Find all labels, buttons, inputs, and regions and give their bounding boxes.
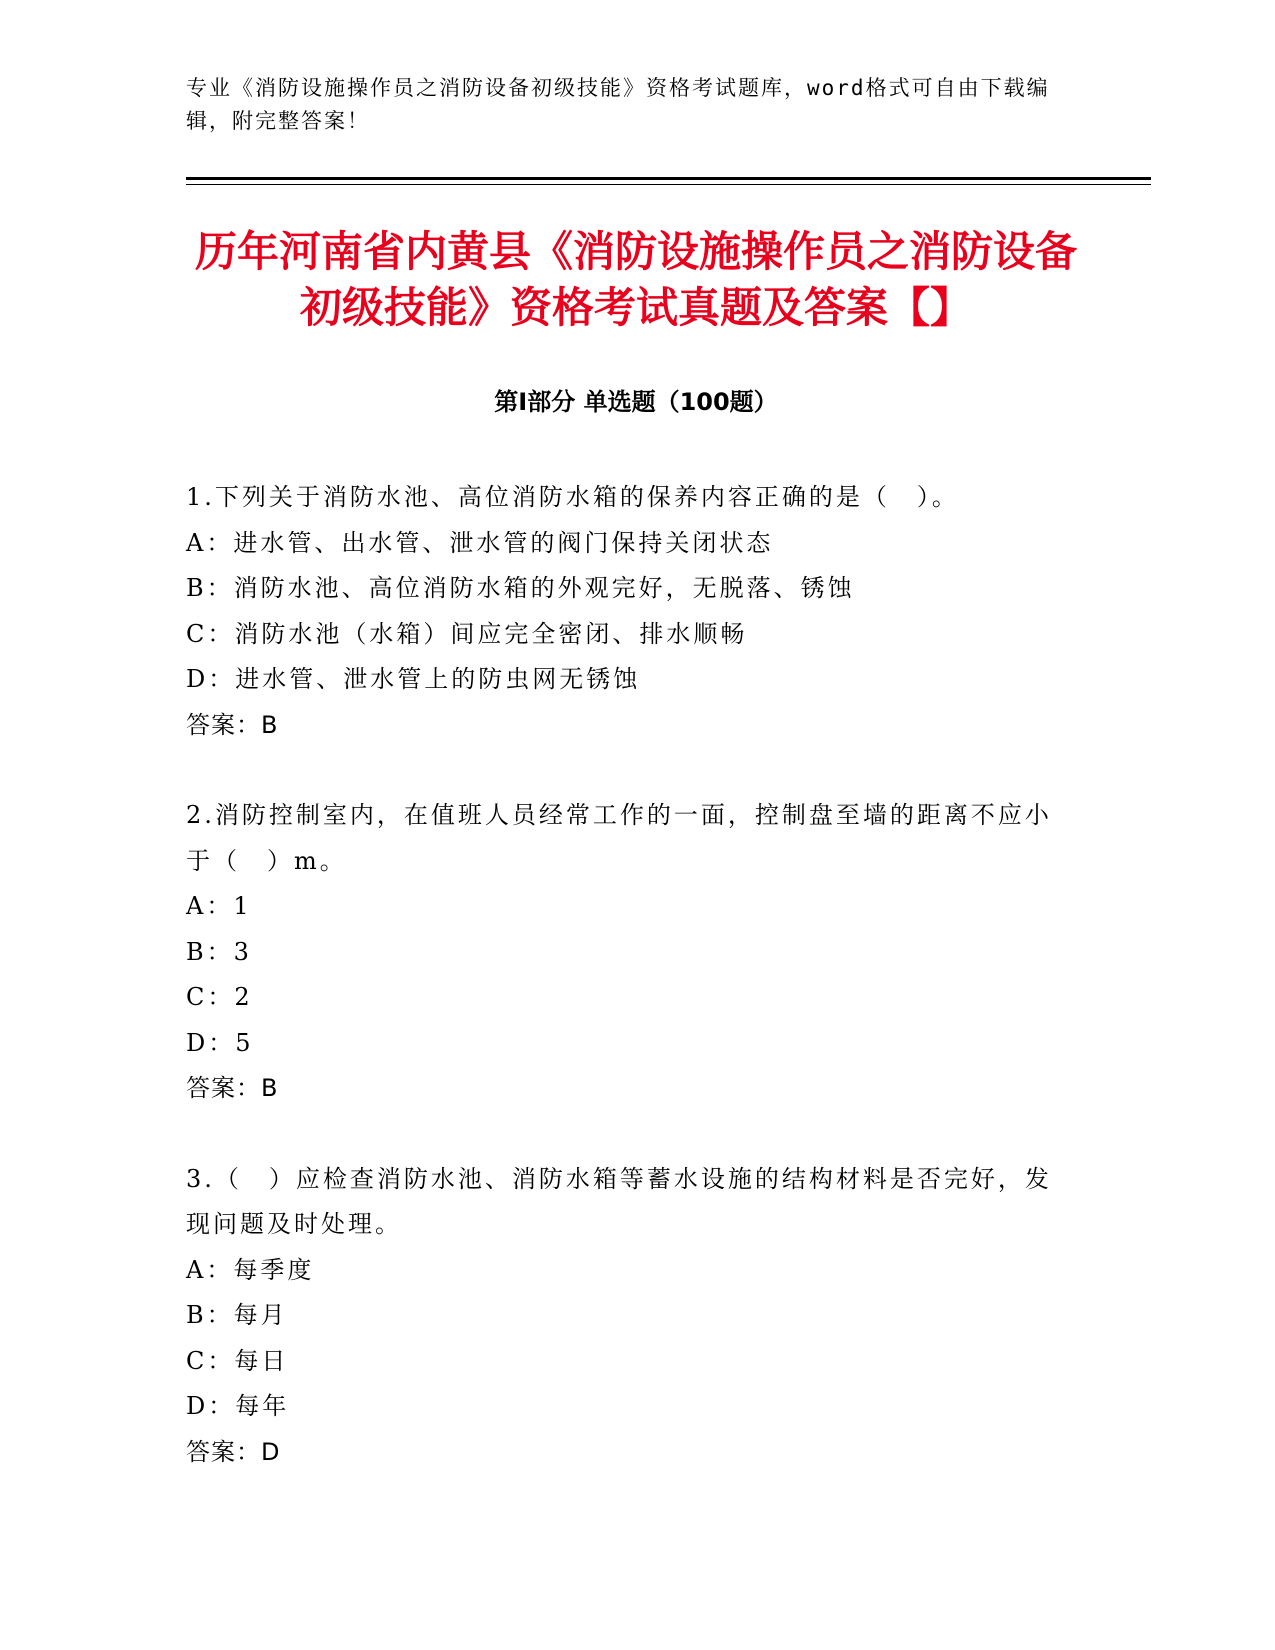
option-b: B：每月 bbox=[186, 1301, 288, 1329]
answer-line: 答案：B bbox=[186, 710, 279, 739]
option-c: C：消防水池（水箱）间应完全密闭、排水顺畅 bbox=[186, 619, 748, 648]
answer-line: 答案：B bbox=[186, 1074, 279, 1102]
question-stem: 2.消防控制室内，在值班人员经常工作的一面，控制盘至墙的距离不应小于（ ）m。 bbox=[186, 801, 1052, 875]
section-heading: 第Ⅰ部分 单选题（100题） bbox=[494, 388, 778, 416]
header-note: 专业《消防设施操作员之消防设备初级技能》资格考试题库，word格式可自由下载编辑，附完整答案！ bbox=[186, 76, 1050, 133]
option-c: C：每日 bbox=[186, 1346, 289, 1375]
option-b: B：消防水池、高位消防水箱的外观完好，无脱落、锈蚀 bbox=[186, 574, 855, 602]
option-a: A：1 bbox=[186, 892, 252, 920]
header-divider-thin bbox=[186, 184, 1151, 185]
question-stem: 3.（ ）应检查消防水池、消防水箱等蓄水设施的结构材料是否完好，发现问题及时处理。 bbox=[186, 1164, 1052, 1238]
option-d: D：5 bbox=[186, 1028, 254, 1057]
question-item bbox=[186, 475, 1066, 748]
answer-line: 答案：D bbox=[186, 1437, 281, 1466]
option-c: C：2 bbox=[186, 983, 253, 1011]
header-divider-thick bbox=[186, 177, 1151, 180]
question-list bbox=[186, 475, 1066, 1520]
question-stem: 1.下列关于消防水池、高位消防水箱的保养内容正确的是（ ）。 bbox=[186, 483, 959, 511]
option-d: D：每年 bbox=[186, 1392, 290, 1420]
question-item bbox=[186, 1157, 1066, 1476]
option-a: A：进水管、出水管、泄水管的阀门保持关闭状态 bbox=[186, 528, 774, 557]
question-item bbox=[186, 793, 1066, 1112]
option-b: B：3 bbox=[186, 937, 252, 966]
option-a: A：每季度 bbox=[186, 1255, 315, 1284]
option-d: D：进水管、泄水管上的防虫网无锈蚀 bbox=[186, 665, 641, 693]
document-title: 历年河南省内黄县《消防设施操作员之消防设备初级技能》资格考试真题及答案【】 bbox=[194, 227, 1077, 332]
